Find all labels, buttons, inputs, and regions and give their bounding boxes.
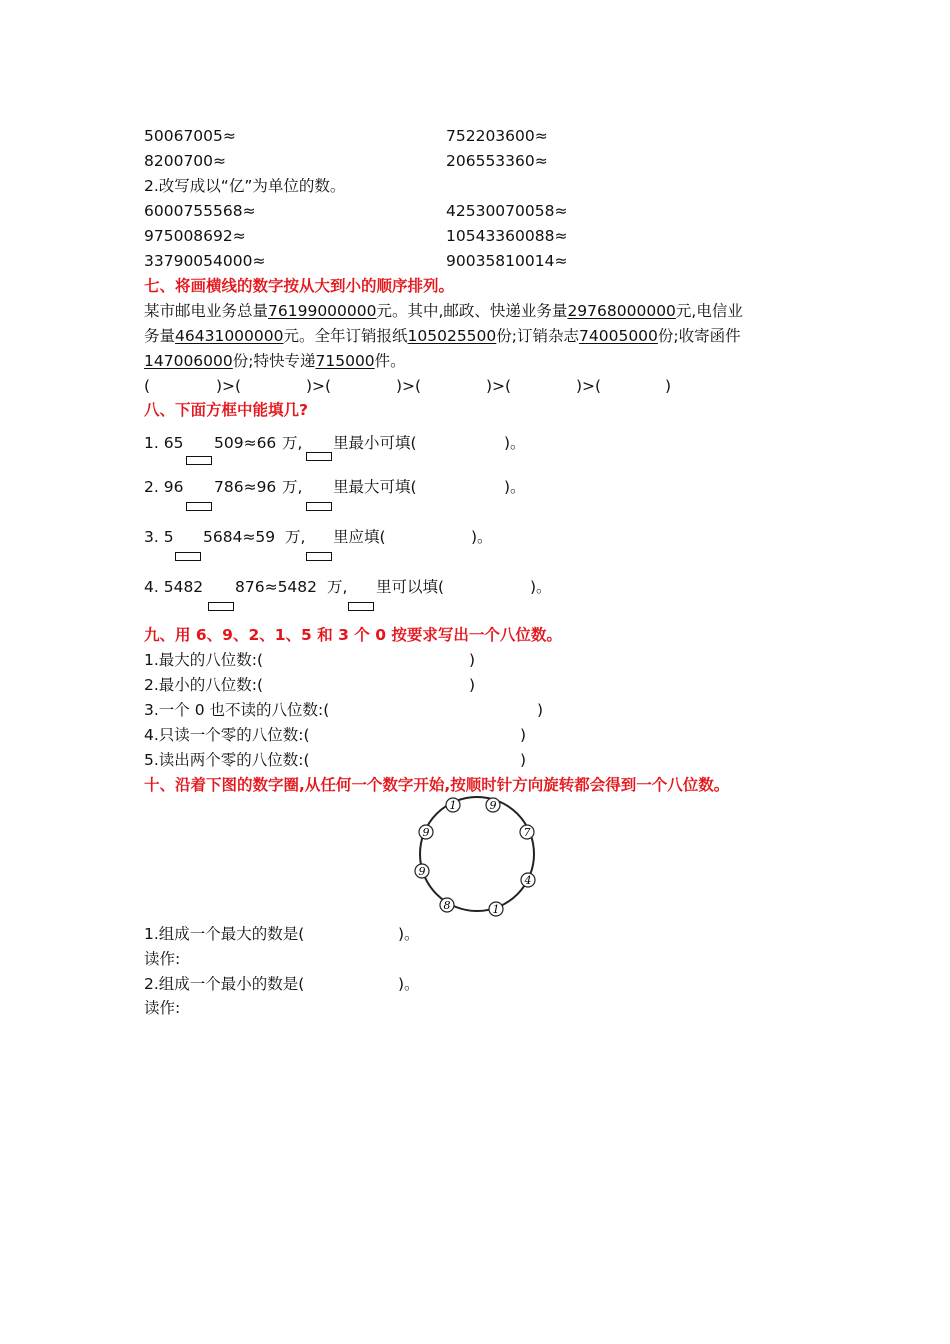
s9-q3-close: ) <box>537 701 544 719</box>
digit-label: 7 <box>523 826 531 839</box>
section-8-title: 八、下面方框中能填几? <box>144 401 308 419</box>
section-10-title: 十、沿着下图的数字圈,从任何一个数字开始,按顺时针方向旋转都会得到一个八位数。 <box>144 776 730 794</box>
s9-q5-close: ) <box>520 751 527 769</box>
s9-q3: 3.一个 0 也不读的八位数:( <box>144 701 330 719</box>
s9-q5: 5.读出两个零的八位数:( <box>144 751 310 769</box>
approx-left-2: 8200700≈ <box>144 152 227 170</box>
item-question: 里最小可填( <box>333 434 417 452</box>
item-expression: 5684≈59 <box>203 528 276 546</box>
item-question: 里可以填( <box>376 578 445 596</box>
yi-left-2: 975008692≈ <box>144 227 246 245</box>
order-paren: ( <box>144 377 151 395</box>
blank-box <box>306 502 332 511</box>
item-expression: 876≈5482 <box>235 578 318 596</box>
item-number: 3. 5 <box>144 528 174 546</box>
approx-right-2: 206553360≈ <box>446 152 548 170</box>
digit-circle-figure <box>400 788 550 923</box>
q2-title: 2.改写成以“亿”为单位的数。 <box>144 177 346 195</box>
item-close: )。 <box>504 434 526 452</box>
yi-right-3: 90035810014≈ <box>446 252 568 270</box>
s9-q4-close: ) <box>520 726 527 744</box>
s10-q1: 1.组成一个最大的数是( <box>144 925 305 943</box>
digit-label: 9 <box>422 826 430 839</box>
section-9-title: 九、用 6、9、2、1、5 和 3 个 0 按要求写出一个八位数。 <box>144 626 562 644</box>
order-paren: )>( <box>396 377 422 395</box>
s10-read2: 读作: <box>144 999 181 1017</box>
s9-q2-close: ) <box>469 676 476 694</box>
s9-q1-close: ) <box>469 651 476 669</box>
ring <box>420 797 534 911</box>
blank-box[interactable] <box>208 602 234 611</box>
item-close: )。 <box>530 578 552 596</box>
digit-label: 9 <box>418 865 426 878</box>
s9-q2: 2.最小的八位数:( <box>144 676 264 694</box>
item-number: 4. 5482 <box>144 578 204 596</box>
item-unit: 万, <box>282 478 303 496</box>
s7-paragraph-line2: 务量46431000000元。全年订销报纸105025500份;订销杂志74005000份;收寄函件 <box>144 327 741 345</box>
s10-read1: 读作: <box>144 950 181 968</box>
blank-box[interactable] <box>186 456 212 465</box>
item-question: 里应填( <box>333 528 386 546</box>
order-paren: ) <box>665 377 672 395</box>
s10-q2: 2.组成一个最小的数是( <box>144 975 305 993</box>
item-unit: 万, <box>282 434 303 452</box>
item-close: )。 <box>471 528 493 546</box>
order-paren: )>( <box>306 377 332 395</box>
order-paren: )>( <box>216 377 242 395</box>
approx-left-1: 50067005≈ <box>144 127 236 145</box>
s10-q2-close: )。 <box>398 975 420 993</box>
approx-right-1: 752203600≈ <box>446 127 548 145</box>
blank-box <box>306 452 332 461</box>
yi-right-2: 10543360088≈ <box>446 227 568 245</box>
item-expression: 786≈96 <box>214 478 277 496</box>
digit-label: 4 <box>524 874 532 887</box>
s10-q1-close: )。 <box>398 925 420 943</box>
order-paren: )>( <box>486 377 512 395</box>
digit-label: 8 <box>443 899 451 912</box>
s7-paragraph-line1: 某市邮电业务总量76199000000元。其中,邮政、快递业务量29768000000元,电信业 <box>144 302 743 320</box>
item-close: )。 <box>504 478 526 496</box>
digit-label: 1 <box>449 799 457 812</box>
item-expression: 509≈66 <box>214 434 277 452</box>
blank-box[interactable] <box>186 502 212 511</box>
order-paren: )>( <box>576 377 602 395</box>
yi-right-1: 42530070058≈ <box>446 202 568 220</box>
digit-label: 1 <box>492 903 500 916</box>
s7-paragraph-line3: 147006000份;特快专递715000件。 <box>144 352 406 370</box>
yi-left-3: 33790054000≈ <box>144 252 266 270</box>
blank-box <box>306 552 332 561</box>
item-number: 1. 65 <box>144 434 184 452</box>
digit-label: 9 <box>489 799 497 812</box>
blank-box[interactable] <box>175 552 201 561</box>
item-unit: 万, <box>327 578 348 596</box>
s9-q1: 1.最大的八位数:( <box>144 651 264 669</box>
section-7-title: 七、将画横线的数字按从大到小的顺序排列。 <box>144 277 455 295</box>
item-unit: 万, <box>285 528 306 546</box>
blank-box <box>348 602 374 611</box>
item-question: 里最大可填( <box>333 478 417 496</box>
yi-left-1: 6000755568≈ <box>144 202 256 220</box>
item-number: 2. 96 <box>144 478 184 496</box>
s9-q4: 4.只读一个零的八位数:( <box>144 726 310 744</box>
